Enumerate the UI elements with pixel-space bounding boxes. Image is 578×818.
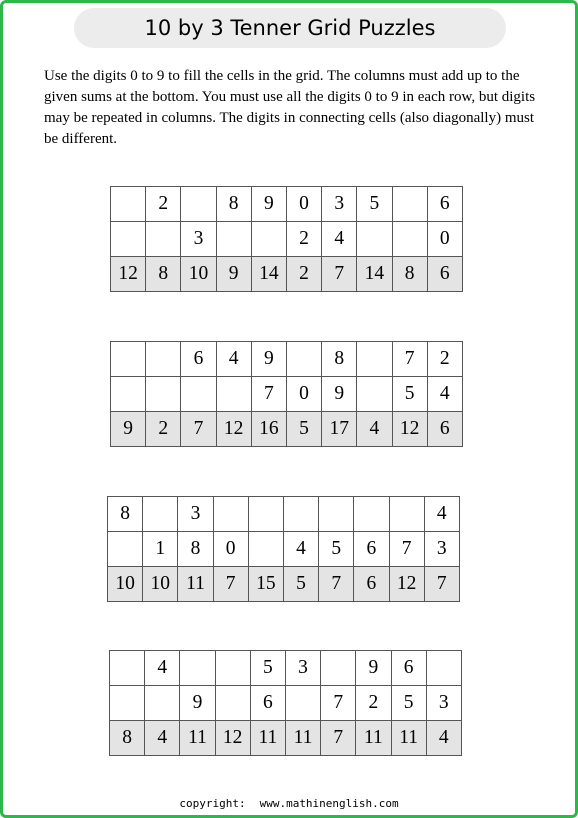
sum-cell: 7 [213,567,248,602]
sum-cell: 6 [427,257,462,292]
page-title [74,8,506,48]
grid-cell[interactable]: 3 [426,686,461,721]
grid-cell[interactable]: 3 [178,497,213,532]
grid-cell[interactable]: 9 [356,651,391,686]
sum-cell: 2 [286,257,321,292]
grid-cell[interactable] [392,222,427,257]
grid-cell[interactable] [286,342,321,377]
grid-cell[interactable] [146,222,181,257]
grid-cell[interactable]: 0 [213,532,248,567]
sum-cell: 7 [322,257,357,292]
grid-cell[interactable]: 9 [251,342,286,377]
puzzle-row [110,651,462,686]
sum-cell: 8 [110,721,145,756]
sum-row [111,257,463,292]
grid-cell[interactable]: 6 [181,342,216,377]
grid-cell[interactable] [108,532,143,567]
grid-cell[interactable] [215,686,250,721]
grid-cell[interactable]: 0 [286,377,321,412]
grid-cell[interactable] [213,497,248,532]
grid-cell[interactable]: 6 [250,686,285,721]
grid-cell[interactable] [357,342,392,377]
grid-cell[interactable] [180,651,215,686]
grid-cell[interactable] [354,497,389,532]
grid-cell[interactable] [110,651,145,686]
tenner-grid-1 [110,186,463,292]
sum-cell: 9 [216,257,251,292]
puzzle-row [110,686,462,721]
sum-cell: 6 [354,567,389,602]
sum-cell: 5 [283,567,318,602]
grid-cell[interactable] [146,377,181,412]
grid-cell[interactable]: 8 [108,497,143,532]
grid-cell[interactable]: 3 [285,651,320,686]
sum-cell: 17 [322,412,357,447]
grid-cell[interactable] [392,187,427,222]
puzzle-row [111,342,463,377]
puzzle-row [111,377,463,412]
grid-cell[interactable] [181,377,216,412]
tenner-grid-2 [110,341,463,447]
tenner-grid-3 [107,496,460,602]
grid-cell[interactable] [251,222,286,257]
grid-cell[interactable] [111,222,146,257]
sum-cell: 10 [143,567,178,602]
sum-cell: 7 [424,567,459,602]
grid-cell[interactable] [181,187,216,222]
grid-cell[interactable] [215,651,250,686]
grid-cell[interactable]: 7 [389,532,424,567]
grid-cell[interactable]: 0 [286,187,321,222]
grid-cell[interactable]: 7 [321,686,356,721]
sum-cell: 4 [145,721,180,756]
grid-cell[interactable]: 7 [392,342,427,377]
grid-cell[interactable] [248,532,283,567]
grid-cell[interactable]: 6 [391,651,426,686]
sum-cell: 14 [357,257,392,292]
sum-cell: 12 [216,412,251,447]
grid-cell[interactable] [426,651,461,686]
sum-cell: 11 [180,721,215,756]
grid-cell[interactable] [111,377,146,412]
grid-cell[interactable] [146,342,181,377]
grid-cell[interactable]: 8 [178,532,213,567]
tenner-grid-4 [109,650,462,756]
instructions-text: Use the digits 0 to 9 to fill the cells in the grid. The columns must add up to the given sums at the bottom. You must use all the digits 0 to 9 in each row, but digits may be repeated in columns. The digits in connecting cells (also diagonally) must be different. [44,68,536,147]
sum-cell: 8 [146,257,181,292]
grid-cell[interactable]: 4 [424,497,459,532]
sum-cell: 11 [285,721,320,756]
grid-cell[interactable]: 2 [427,342,462,377]
grid-cell[interactable]: 4 [145,651,180,686]
sum-cell: 10 [108,567,143,602]
grid-cell[interactable]: 4 [283,532,318,567]
sum-cell: 11 [356,721,391,756]
sum-row [108,567,460,602]
grid-cell[interactable] [389,497,424,532]
sum-cell: 2 [146,412,181,447]
footer [0,797,578,810]
sum-cell: 12 [392,412,427,447]
grid-cell[interactable] [145,686,180,721]
grid-cell[interactable]: 1 [143,532,178,567]
grid-cell[interactable]: 2 [356,686,391,721]
sum-row [110,721,462,756]
sum-cell: 15 [248,567,283,602]
grid-cell[interactable]: 4 [216,342,251,377]
grid-cell[interactable]: 3 [424,532,459,567]
grid-cell[interactable] [283,497,318,532]
grid-cell[interactable]: 5 [392,377,427,412]
puzzle-row [111,222,463,257]
grid-cell[interactable]: 4 [427,377,462,412]
grid-cell[interactable] [111,342,146,377]
grid-cell[interactable]: 7 [251,377,286,412]
grid-cell[interactable] [216,377,251,412]
grid-cell[interactable]: 5 [319,532,354,567]
copyright-url: www.mathinenglish.com [259,797,399,810]
sum-cell: 10 [181,257,216,292]
puzzle-row [108,532,460,567]
grid-cell[interactable] [111,187,146,222]
sum-cell: 7 [321,721,356,756]
copyright-label: copyright: [179,797,246,810]
sum-cell: 12 [215,721,250,756]
sum-cell: 11 [250,721,285,756]
sum-cell: 8 [392,257,427,292]
grid-cell[interactable]: 8 [322,342,357,377]
grid-cell[interactable]: 5 [357,187,392,222]
grid-cell[interactable]: 3 [322,187,357,222]
grid-cell[interactable]: 0 [427,222,462,257]
grid-cell[interactable]: 2 [146,187,181,222]
sum-cell: 16 [251,412,286,447]
grid-cell[interactable]: 6 [427,187,462,222]
grid-cell[interactable]: 5 [250,651,285,686]
grid-cell[interactable] [143,497,178,532]
grid-cell[interactable]: 9 [251,187,286,222]
grid-cell[interactable]: 5 [391,686,426,721]
grid-cell[interactable] [285,686,320,721]
sum-cell: 4 [426,721,461,756]
grid-cell[interactable] [321,651,356,686]
sum-cell: 7 [181,412,216,447]
page-title-text: 10 by 3 Tenner Grid Puzzles [144,16,436,40]
grid-cell[interactable]: 9 [322,377,357,412]
puzzle-row [108,497,460,532]
sum-cell: 4 [357,412,392,447]
sum-cell: 5 [286,412,321,447]
grid-cell[interactable] [216,222,251,257]
grid-cell[interactable] [248,497,283,532]
sum-row [111,412,463,447]
sum-cell: 7 [319,567,354,602]
grid-cell[interactable] [357,377,392,412]
sum-cell: 12 [389,567,424,602]
grid-cell[interactable] [357,222,392,257]
grid-cell[interactable]: 9 [180,686,215,721]
grid-cell[interactable]: 3 [181,222,216,257]
grid-cell[interactable]: 4 [322,222,357,257]
sum-cell: 12 [111,257,146,292]
grid-cell[interactable]: 2 [286,222,321,257]
grid-cell[interactable] [110,686,145,721]
sum-cell: 9 [111,412,146,447]
grid-cell[interactable]: 6 [354,532,389,567]
sum-cell: 14 [251,257,286,292]
sum-cell: 11 [391,721,426,756]
grid-cell[interactable]: 8 [216,187,251,222]
puzzle-row [111,187,463,222]
sum-cell: 6 [427,412,462,447]
sum-cell: 11 [178,567,213,602]
grid-cell[interactable] [319,497,354,532]
